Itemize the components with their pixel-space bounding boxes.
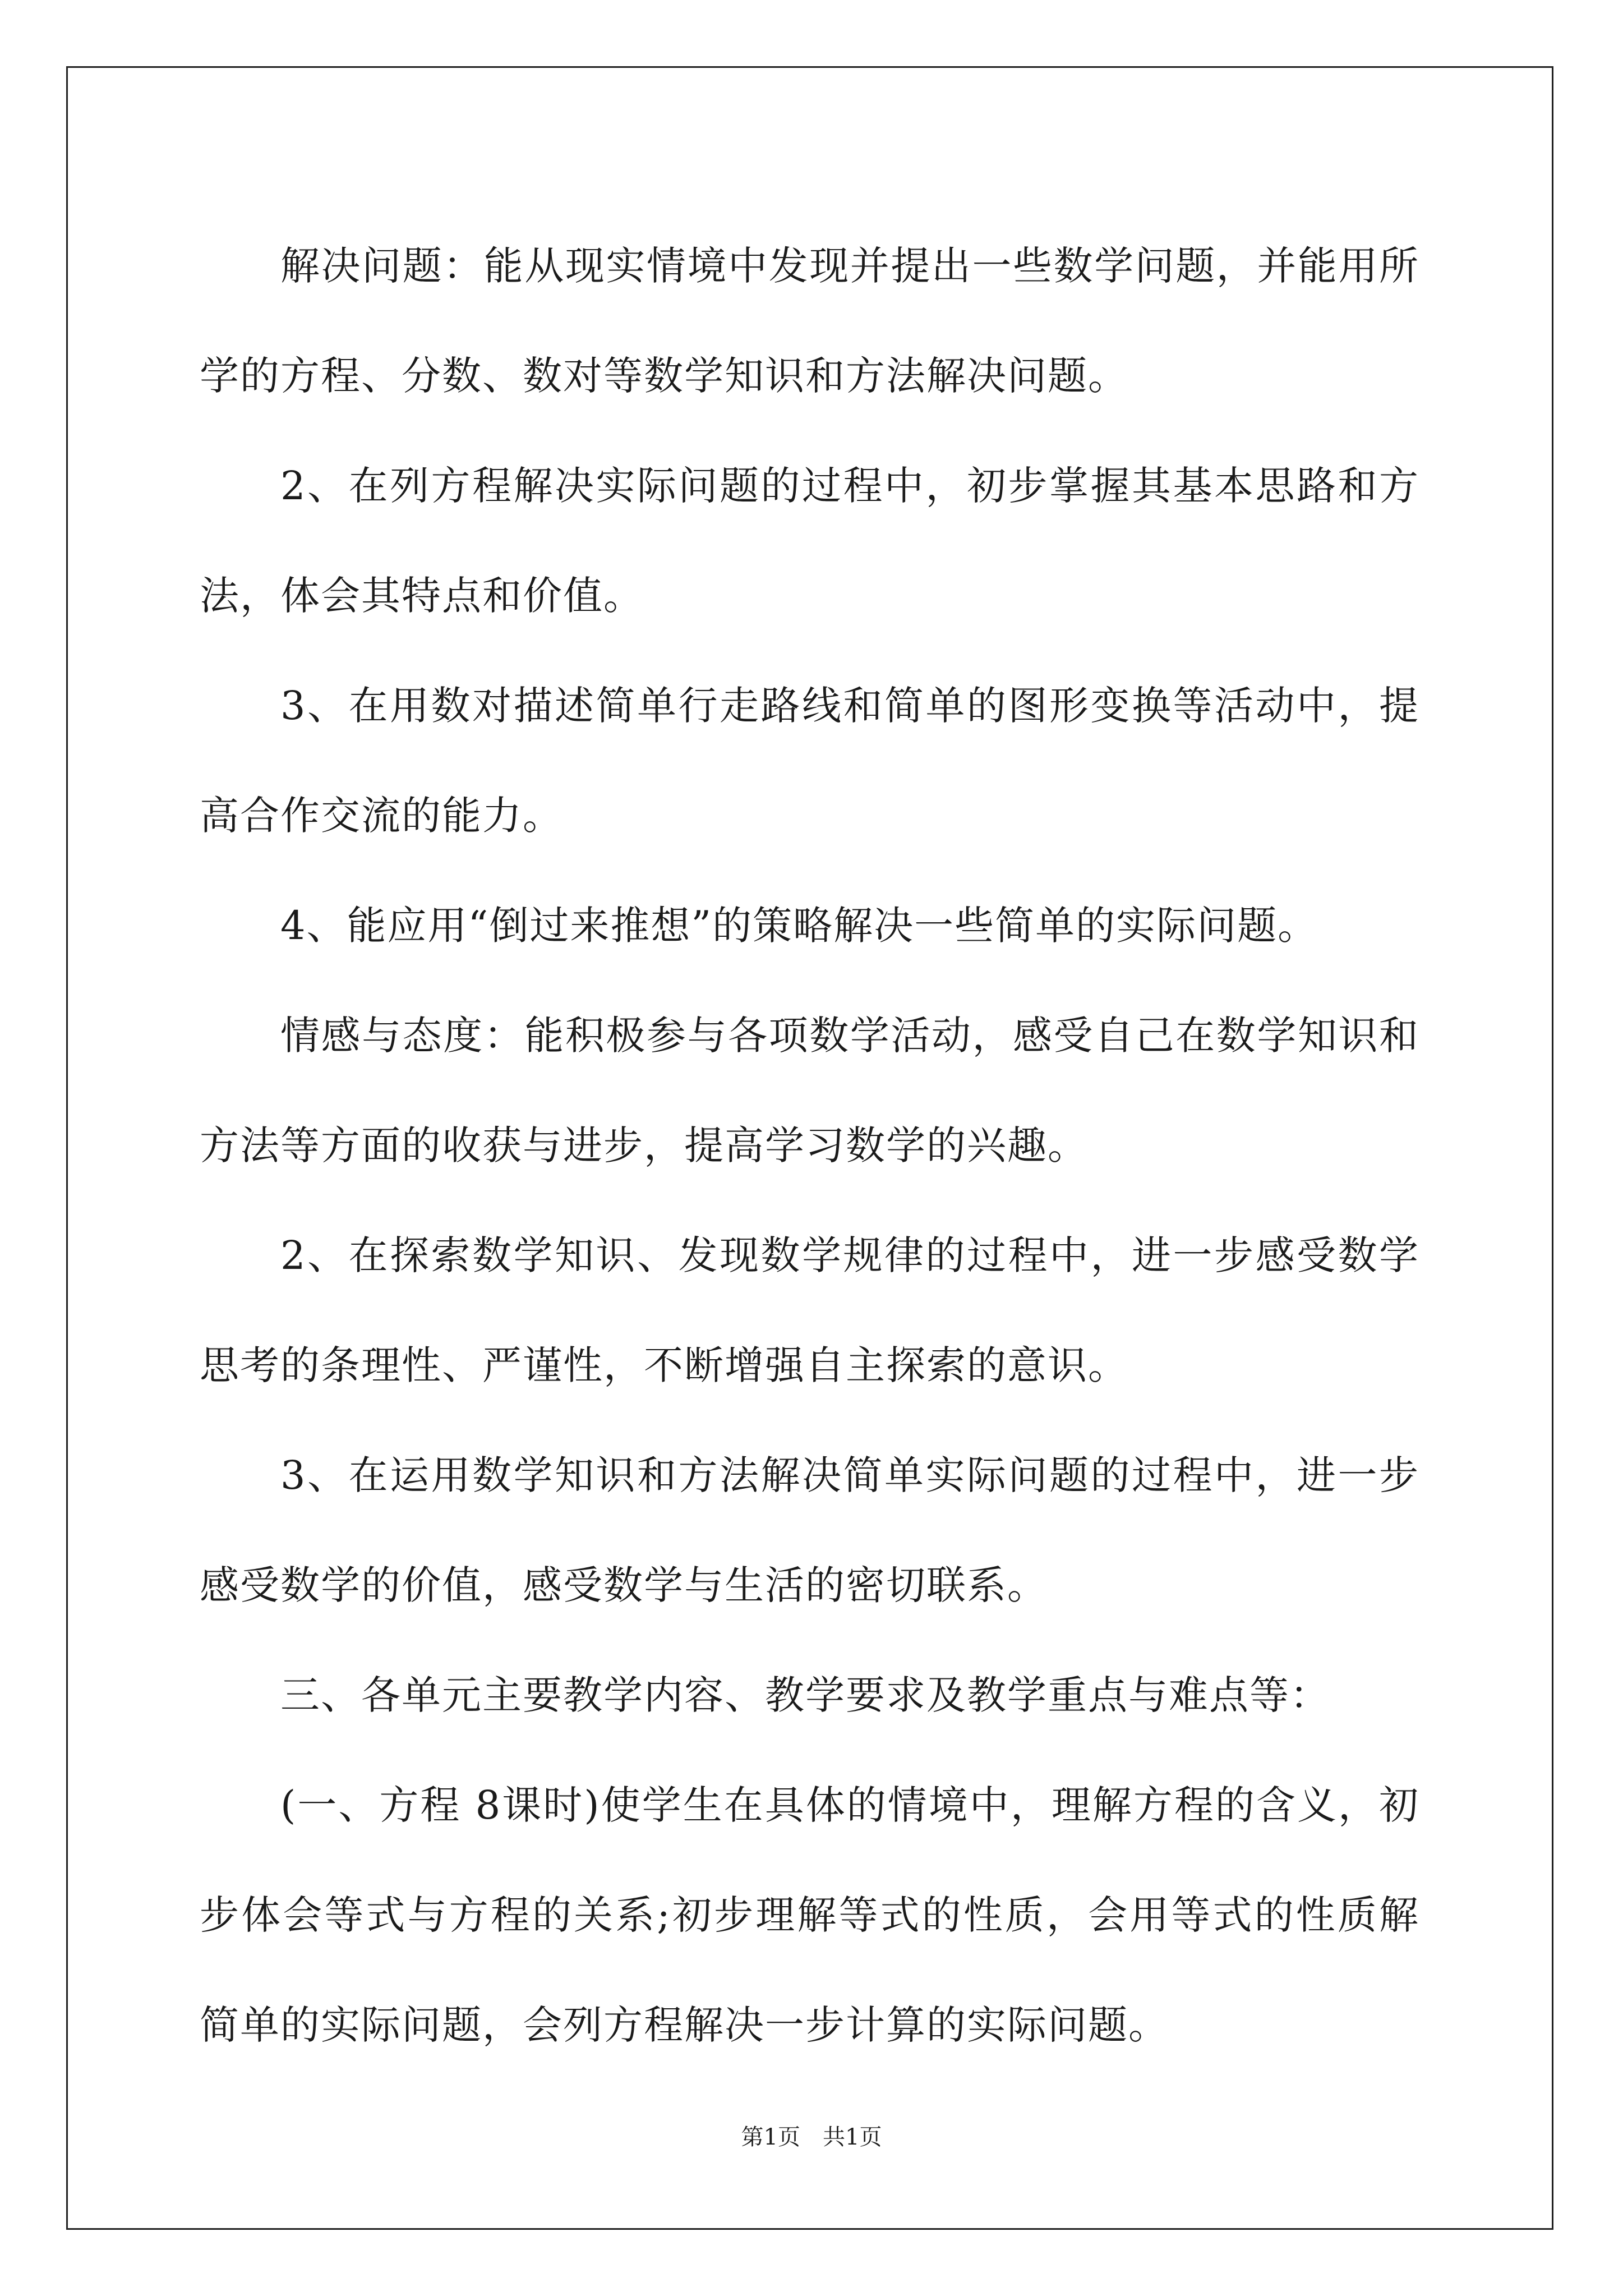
document-body [200,211,1419,2080]
paragraph-emotion-attitude: 情感与态度：能积极参与各项数学活动，感受自己在数学知识和方法等方面的收获与进步，提高学习数学的兴趣。 [200,1013,1419,1168]
paragraph-section-three: 三、各单元主要教学内容、教学要求及教学重点与难点等： [280,1672,1330,1718]
paragraph-number-pairs: 3、在用数对描述简单行走路线和简单的图形变换等活动中，提高合作交流的能力。 [200,683,1419,839]
paragraph-reverse-strategy: 4、能应用“倒过来推想”的策略解决一些简单的实际问题。 [280,903,1318,949]
paragraph-problem-solving: 解决问题：能从现实情境中发现并提出一些数学问题，并能用所学的方程、分数、数对等数学知识和方法解决问题。 [200,243,1419,399]
paragraph-equation-process: 2、在列方程解决实际问题的过程中，初步掌握其基本思路和方法，体会其特点和价值。 [200,463,1419,619]
paragraph-exploration: 2、在探索数学知识、发现数学规律的过程中，进一步感受数学思考的条理性、严谨性，不断增强自主探索的意识。 [200,1232,1419,1388]
paragraph-application: 3、在运用数学知识和方法解决简单实际问题的过程中，进一步感受数学的价值，感受数学与生活的密切联系。 [200,1452,1419,1608]
page-footer: 第1页 共1页 [741,2124,882,2150]
paragraph-unit-equation: (一、方程 8课时)使学生在具体的情境中，理解方程的含义，初步体会等式与方程的关系;初步理解等式的性质，会用等式的性质解简单的实际问题，会列方程解决一步计算的实际问题。 [200,1782,1419,2048]
